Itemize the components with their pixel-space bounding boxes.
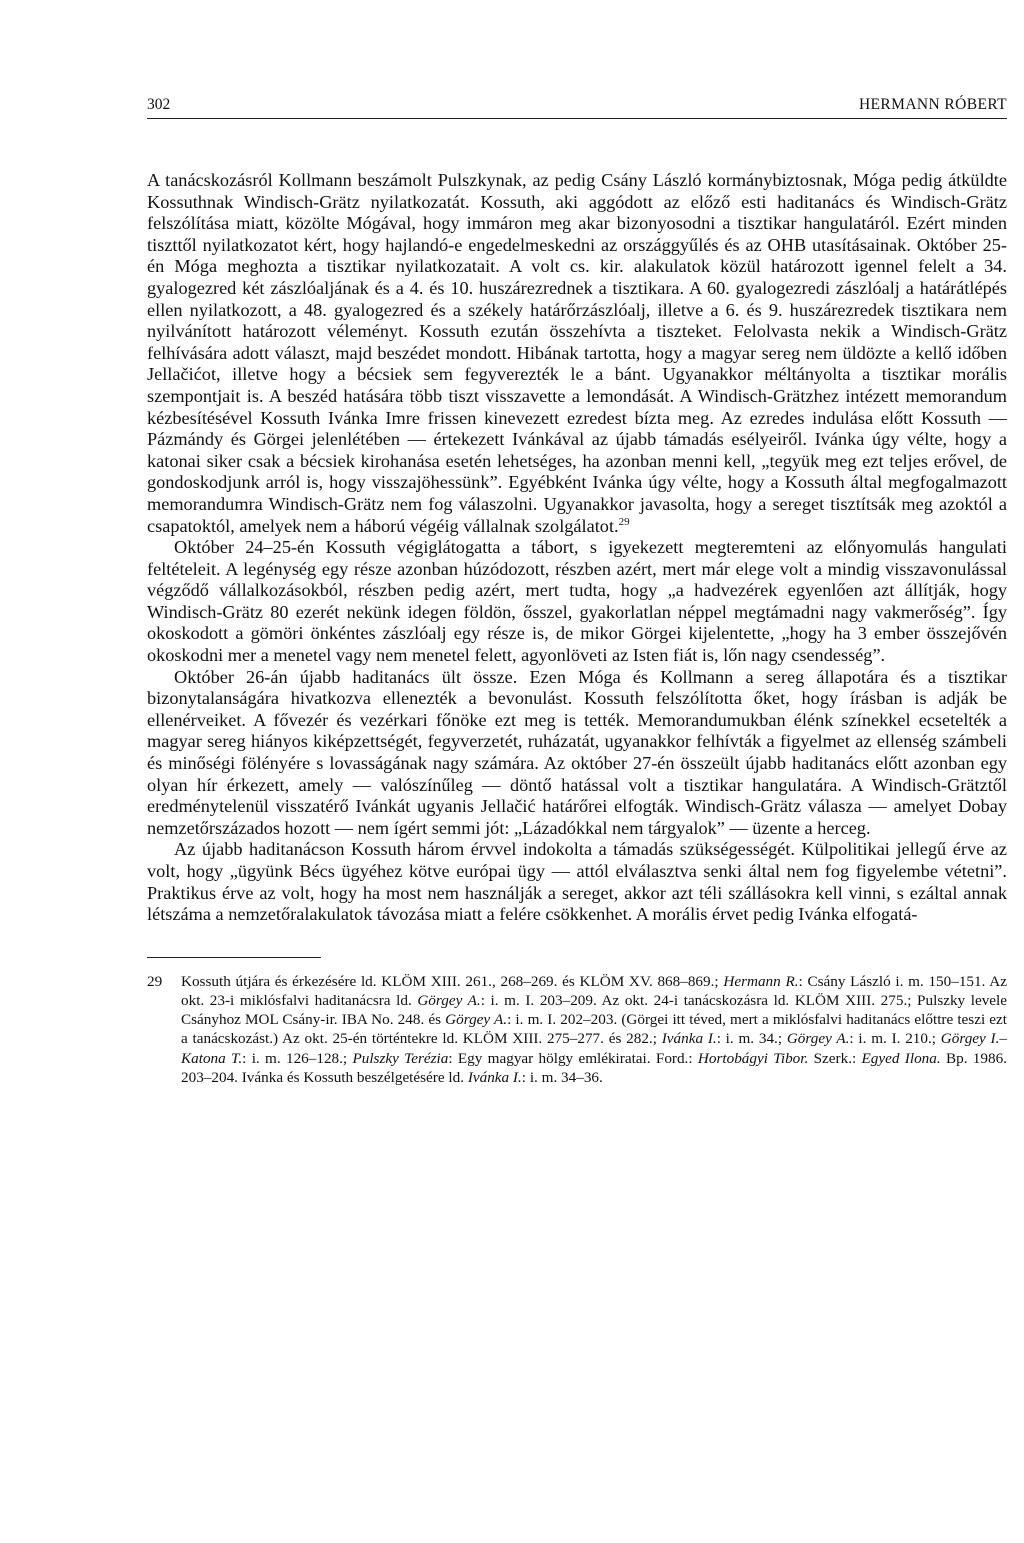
footnote-segment: Bp. 1986. 203–204. Ivánka és Kossuth beszélgetésére ld. (181, 1049, 1007, 1086)
footnote-author: Hermann R. (723, 972, 799, 990)
footnote-segment: : i. m. I. 210.; (849, 1030, 941, 1048)
paragraph-4: Az újabb haditanácson Kossuth három érvvel indokolta a támadás szükségességét. Külpolitikai jellegű érve az volt, hogy „ügyünk Bécs ügyéhez kötve európai ügy — attól elválasztva senki által nem fog figyelembe vétetni”. Praktikus érve az volt, hogy ha most nem használják a sereget, akkor azt téli szállásokra kell vinni, s ezáltal annak létszáma a nemzetőralakulatok távozása miatt a felére csökkenhet. A morális érvet pedig Ivánka elfogatá- (147, 839, 1007, 925)
footnote-author: Görgey A. (786, 1030, 850, 1048)
paragraph-2: Október 24–25-én Kossuth végiglátogatta a tábort, s igyekezett megteremteni az előnyomulás hangulati feltételeit. A legénység egy része azonban húzódozott, részben azért, mert már elege volt a mindig visszavonulással végződő vállalkozásokból, részben pedig azért, mert tudta, hogy „a hadvezérek egyenlően azt állítják, hogy Windisch-Grätz 80 ezerét nekünk idegen földön, ősszel, gyakorlatlan néppel megtámadni nagy vakmerőség”. Így okoskodott a gömöri önkéntes zászlóalj egy része is, de mikor Görgei kijelentette, „hogy ha 3 ember összejővén okoskodni mer a menetel vagy nem menetel felett, agyonlöveti az Isten fiát is, lőn nagy csendesség”. (147, 537, 1007, 666)
footnote-reference[interactable]: 29 (618, 515, 630, 528)
footnote-segment: : Csány László i. m. 150–151. Az okt. 23-i miklósfalvi haditanácsra ld. (181, 972, 1007, 1009)
footnote-author: Görgey I.–Katona T. (181, 1030, 1007, 1067)
footnote (147, 972, 1007, 1087)
footnote-author: Ivánka I. (467, 1068, 522, 1086)
footnote-segment: : i. m. I. 203–209. Az okt. 24-i tanácskozásra ld. KLÖM XIII. 275.; Pulszky levele Csányhoz MOL Csány-ir. IBA No. 248. és (181, 991, 1008, 1029)
footnote-author: Ivánka I. (661, 1030, 717, 1048)
paragraph-1 (147, 170, 1007, 537)
footnote-segment: : Egy magyar hölgy emlékiratai. Ford.: (448, 1049, 698, 1067)
paragraph-1-text: A tanácskozásról Kollmann beszámolt Pulszkynak, az pedig Csány László kormánybiztosnak, Móga pedig átküldte Kossuthnak Windisch-Grätz nyilatkozatát. Kossuth, aki aggódott az előző esti haditanács és Windisch-Grätz felszólítása miatt, közölte Mógával, hogy immáron meg akar bizonyosodni a tisztikar hangulatáról. Ezért minden tiszttől nyilatkozatot kért, hogy hajlandó-e engedelmeskedni az országgyűlés és az OHB utasításainak. Október 25-én Móga meghozta a tisztikar nyilatkozatait. A volt cs. kir. alakulatok közül határozott igennel felelt a 34. gyalogezred két zászlóaljának és a 4. és 10. huszárezrednek a tisztikara. A 60. gyalogezredi zászlóalj a határátlépés ellen nyilatkozott, a 48. gyalogezred és a székely határőrzászlóalj, illetve a 6. és 9. huszárezredek tisztikara nem nyilvánított határozott véleményt. Kossuth ezután összehívta a tiszteket. Felolvasta nekik a Windisch-Grätz felhívására adott választ, majd beszédet mondott. Hibának tartotta, hogy a magyar sereg nem üldözte a kellő időben Jellačićot, illetve hogy a bécsiek sem fegyverezték le a bánt. Ugyanakkor méltányolta a tisztikar morális szempontjait is. A beszéd hatására több tiszt visszavette a lemondását. A Windisch-Grätzhez intézett memorandum kézbesítésével Kossuth Ivánka Imre frissen kinevezett ezredest bízta meg. Az ezredes indulása előtt Kossuth — Pázmándy és Görgei jelenlétében — értekezett Ivánkával az újabb támadás esélyeiről. Ivánka úgy vélte, hogy a katonai siker csak a bécsiek kirohanása esetén lehetséges, ha azonban menni kell, „tegyük meg ezt teljes erővel, de gondoskodjunk arról is, hogy visszajöhessünk”. Egyébként Ivánka úgy vélte, hogy a Kossuth által megfogalmazott memorandumra Windisch-Grätz nem fog válaszolni. Ugyanakkor javasolta, hogy a sereget tisztítsák meg azoktól a csapatoktól, amelyek nem a háború végéig vállalnak szolgálatot. (147, 170, 1007, 536)
page-number: 302 (147, 96, 171, 113)
book-page (147, 96, 1007, 1087)
running-head (147, 96, 1007, 119)
footnote-segment: : i. m. 126–128.; (242, 1049, 353, 1067)
footnote-author: Görgey A. (417, 991, 481, 1009)
footnote-segment: : i. m. 34–36. (521, 1068, 603, 1086)
body-text (147, 170, 1007, 926)
footnote-number: 29 (147, 972, 163, 990)
footnote-segment: : i. m. 34.; (716, 1030, 787, 1048)
footnote-author: Görgey A. (445, 1011, 508, 1029)
footnote-segment: Kossuth útjára és érkezésére ld. KLÖM XIII. 261., 268–269. és KLÖM XV. 868–869.; (181, 972, 724, 990)
footnote-author: Pulszky Terézia (352, 1049, 449, 1067)
footnote-segment: Szerk.: (808, 1049, 862, 1067)
footnote-segment: : i. m. I. 202–203. (Görgei itt téved, mert a miklósfalvi haditanács előttre teszi ezt a tanácskozást.) Az okt. 25-én történtekre ld. KLÖM XIII. 275–277. és 282.; (181, 1011, 1007, 1048)
running-head-author: HERMANN RÓBERT (858, 96, 1007, 113)
paragraph-3: Október 26-án újabb haditanács ült össze. Ezen Móga és Kollmann a sereg állapotára és a tisztikar bizonytalanságára hivatkozva ellenezték a bevonulást. Kossuth felszólította őket, hogy írásban is adják be ellenérveiket. A fővezér és vezérkari főnöke ezt meg is tették. Memorandumukban élénk színekkel ecsetelték a magyar sereg hiányos kiképzettségét, fegyverzetét, ruházatát, ugyanakkor felhívták a figyelmet az ellenség számbeli és minőségi fölényére s lovasságának nagy számára. Az október 27-én összeült újabb haditanács előtt azonban egy olyan hír érkezett, amely — valószínűleg — döntő hatással volt a tisztikar hangulatára. A Windisch-Grätztől eredménytelenül visszatérő Ivánkát ugyanis Jellačić határőrei elfogták. Windisch-Grätz válasza — amelyet Dobay nemzetőrszázados hozott — nem ígért semmi jót: „Lázadókkal nem tárgyalok” — üzente a herceg. (147, 666, 1007, 838)
footnote-text (181, 972, 1007, 1087)
footnote-translator: Hortobágyi Tibor. (697, 1049, 809, 1067)
footnote-separator (147, 957, 321, 958)
footnote-editor: Egyed Ilona. (861, 1049, 941, 1067)
